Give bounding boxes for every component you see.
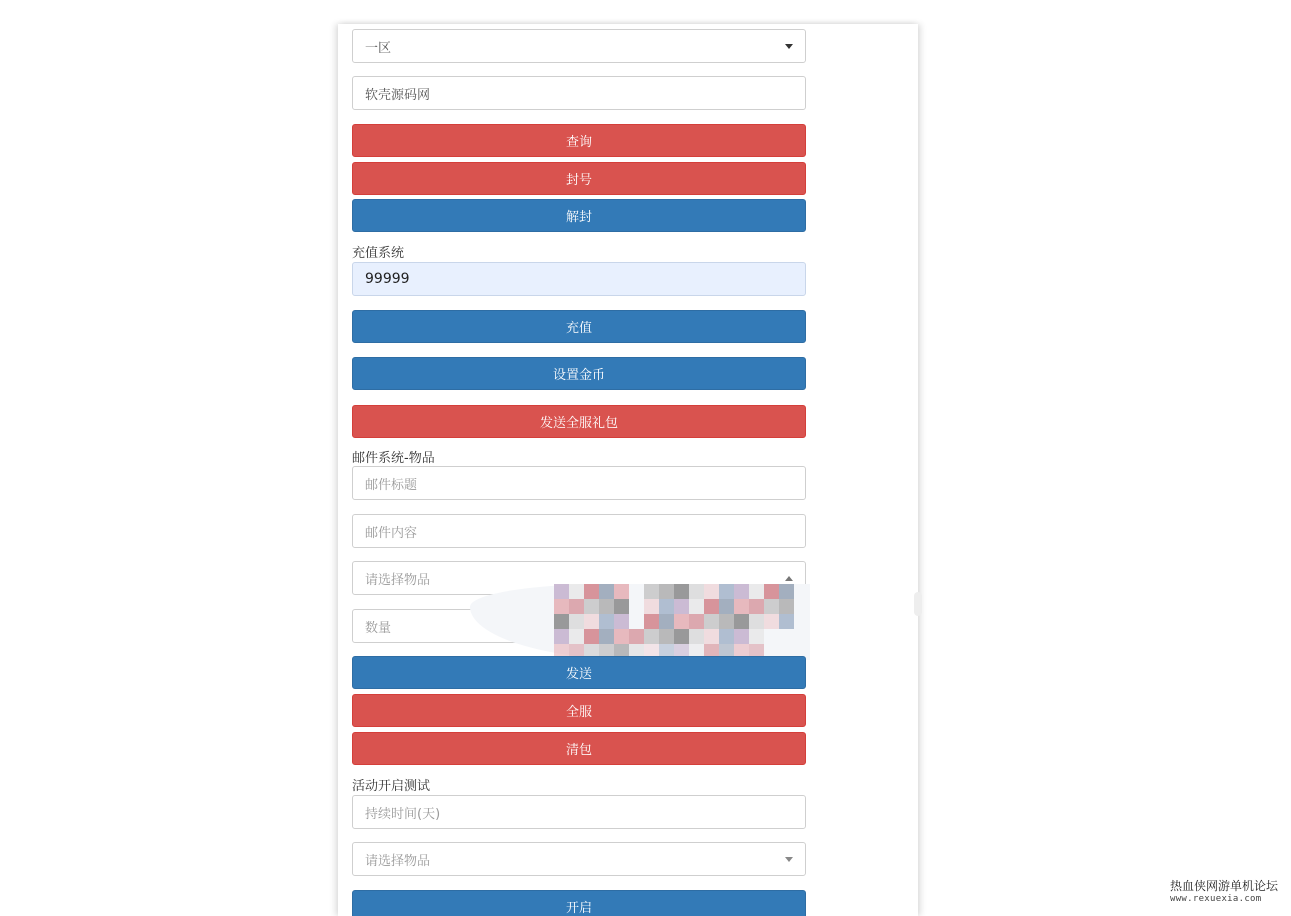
mail-content-placeholder: 邮件内容	[365, 525, 418, 541]
send-button[interactable]: 发送	[352, 656, 806, 689]
pixel-block	[674, 599, 689, 614]
pixel-block	[749, 629, 764, 644]
pixel-block	[689, 629, 704, 644]
pixel-block	[674, 629, 689, 644]
pixel-block	[614, 584, 629, 599]
pixel-block	[704, 629, 719, 644]
pixel-block	[659, 584, 674, 599]
chevron-down-icon	[785, 857, 793, 862]
pixel-block	[614, 614, 629, 629]
pixel-block	[584, 584, 599, 599]
pixel-block	[584, 599, 599, 614]
mail-item-select-placeholder: 请选择物品	[365, 572, 431, 588]
pixel-block	[584, 629, 599, 644]
ban-button[interactable]: 封号	[352, 162, 806, 195]
send-server-gift-button[interactable]: 发送全服礼包	[352, 405, 806, 438]
pixel-block	[719, 614, 734, 629]
pixel-block	[629, 629, 644, 644]
pixel-block	[689, 584, 704, 599]
pixel-block	[764, 614, 779, 629]
duration-input[interactable]	[352, 795, 806, 829]
pixel-block	[644, 599, 659, 614]
server-select-value: 一区	[365, 40, 392, 56]
clear-bag-button[interactable]: 清包	[352, 732, 806, 765]
pixel-block	[749, 614, 764, 629]
pixel-block	[599, 614, 614, 629]
pixel-block	[719, 584, 734, 599]
pixel-block	[704, 614, 719, 629]
duration-placeholder: 持续时间(天)	[365, 806, 441, 822]
pixel-block	[599, 584, 614, 599]
account-input[interactable]	[352, 76, 806, 110]
pixel-block	[704, 599, 719, 614]
watermark-url: www.rexuexia.com	[1170, 894, 1262, 904]
event-item-select[interactable]	[352, 842, 806, 876]
chevron-up-icon	[785, 576, 793, 581]
set-gold-button[interactable]: 设置金币	[352, 357, 806, 390]
pixel-block	[749, 599, 764, 614]
pixel-block	[554, 584, 569, 599]
pixel-block	[644, 584, 659, 599]
pixel-block	[659, 599, 674, 614]
pixel-block	[779, 599, 794, 614]
pixel-block	[719, 599, 734, 614]
pixel-block	[674, 614, 689, 629]
pixel-block	[764, 599, 779, 614]
quantity-placeholder: 数量	[365, 620, 392, 636]
pixel-block	[704, 584, 719, 599]
pixel-block	[569, 614, 584, 629]
mail-title-placeholder: 邮件标题	[365, 477, 418, 493]
unban-button[interactable]: 解封	[352, 199, 806, 232]
chevron-down-icon	[785, 44, 793, 49]
pixel-block	[749, 584, 764, 599]
pixel-block	[779, 584, 794, 599]
pixel-block	[689, 614, 704, 629]
watermark-text: 热血侠网游单机论坛	[1170, 879, 1279, 893]
recharge-amount-value: 99999	[365, 271, 410, 287]
pixel-block	[569, 599, 584, 614]
pixel-block	[734, 584, 749, 599]
recharge-amount-input[interactable]	[352, 262, 806, 296]
recharge-section-label: 充值系统	[352, 246, 405, 261]
pixel-block	[689, 599, 704, 614]
start-button[interactable]: 开启	[352, 890, 806, 916]
pixel-block	[614, 629, 629, 644]
pixelated-overlay	[470, 584, 810, 660]
pixel-block	[554, 614, 569, 629]
watermark	[1170, 880, 1285, 906]
pixel-block	[569, 629, 584, 644]
pixel-block	[764, 584, 779, 599]
scroll-handle[interactable]	[914, 592, 922, 616]
pixel-block	[584, 614, 599, 629]
mail-title-input[interactable]	[352, 466, 806, 500]
pixel-block	[599, 599, 614, 614]
query-button[interactable]: 查询	[352, 124, 806, 157]
pixel-block	[779, 614, 794, 629]
mail-section-label: 邮件系统-物品	[352, 451, 435, 466]
mail-content-input[interactable]	[352, 514, 806, 548]
pixel-block	[569, 584, 584, 599]
pixel-block	[734, 614, 749, 629]
account-input-value: 软壳源码网	[365, 87, 431, 103]
pixel-block	[659, 614, 674, 629]
pixel-block	[599, 629, 614, 644]
pixel-block	[719, 629, 734, 644]
pixel-block	[674, 584, 689, 599]
pixel-block	[554, 629, 569, 644]
pixel-block	[554, 599, 569, 614]
recharge-button[interactable]: 充值	[352, 310, 806, 343]
pixel-block	[614, 599, 629, 614]
event-item-select-placeholder: 请选择物品	[365, 853, 431, 869]
pixel-block	[734, 599, 749, 614]
pixel-block	[644, 614, 659, 629]
pixel-block	[644, 629, 659, 644]
pixel-block	[659, 629, 674, 644]
pixel-block	[734, 629, 749, 644]
server-select[interactable]	[352, 29, 806, 63]
all-server-button[interactable]: 全服	[352, 694, 806, 727]
event-section-label: 活动开启测试	[352, 779, 431, 794]
